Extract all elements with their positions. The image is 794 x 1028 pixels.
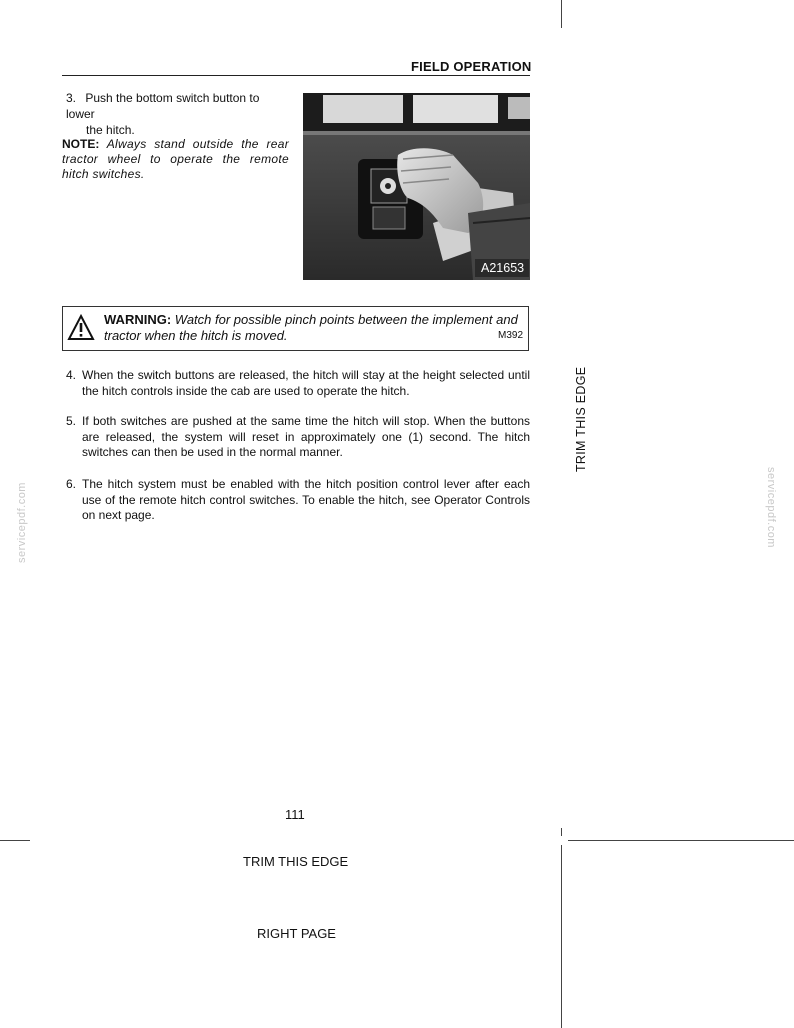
note-block bbox=[62, 137, 289, 182]
warning-code: M392 bbox=[497, 330, 523, 341]
trim-edge-label-bottom: TRIM THIS EDGE bbox=[243, 854, 349, 869]
step-5 bbox=[66, 414, 530, 461]
page-number: 111 bbox=[285, 807, 305, 822]
warning-text-block bbox=[104, 312, 528, 344]
photo-caption: A21653 bbox=[481, 261, 525, 275]
warning-box bbox=[62, 306, 529, 351]
step-6-number: 6. bbox=[66, 477, 77, 491]
right-page-label: RIGHT PAGE bbox=[257, 926, 336, 941]
step-4-number: 4. bbox=[66, 368, 77, 382]
step-6-text: The hitch system must be enabled with the hitch position control lever after each use of the remote hitch control switches. To enable the hitch, see Operator Controls on next page. bbox=[82, 477, 530, 522]
hitch-switch-photo bbox=[303, 93, 530, 280]
note-label: NOTE: bbox=[62, 137, 100, 151]
trim-edge-label-side: TRIM THIS EDGE bbox=[574, 366, 588, 472]
warning-label: WARNING: bbox=[104, 312, 172, 327]
section-header: FIELD OPERATION bbox=[411, 59, 532, 74]
step-4 bbox=[66, 368, 530, 399]
crop-line-top-right bbox=[561, 0, 562, 28]
step-3-number: 3. bbox=[66, 91, 77, 105]
warning-triangle-icon bbox=[67, 313, 95, 343]
step-4-text: When the switch buttons are released, the hitch will stay at the height selected until the hitch controls inside the cab are used to operate the hitch. bbox=[82, 368, 530, 398]
crop-line-bottom-right bbox=[561, 845, 562, 1028]
note-text: Always stand outside the rear tractor wheel to operate the remote hitch switches. bbox=[62, 137, 289, 181]
step-3-text: Push the bottom switch button to lower bbox=[66, 91, 260, 121]
warning-text: Watch for possible pinch points between the implement and tractor when the hitch is moved. bbox=[104, 312, 518, 343]
photo-illustration bbox=[303, 93, 530, 280]
step-5-number: 5. bbox=[66, 414, 77, 428]
step-3-continuation: the hitch. bbox=[86, 123, 135, 137]
watermark-right: servicepdf.com bbox=[765, 467, 777, 548]
step-5-text: If both switches are pushed at the same time the hitch will stop. When the buttons are released, the system will reset in approximately one (1) second. The hitch switches can then be used in the normal manner. bbox=[82, 414, 530, 459]
step-6 bbox=[66, 477, 530, 524]
crop-line-left bbox=[0, 840, 30, 841]
crop-line-middle-short bbox=[561, 828, 562, 836]
crop-line-right bbox=[568, 840, 794, 841]
watermark-left: servicepdf.com bbox=[16, 482, 28, 563]
step-3 bbox=[66, 90, 288, 138]
header-rule bbox=[62, 75, 530, 76]
